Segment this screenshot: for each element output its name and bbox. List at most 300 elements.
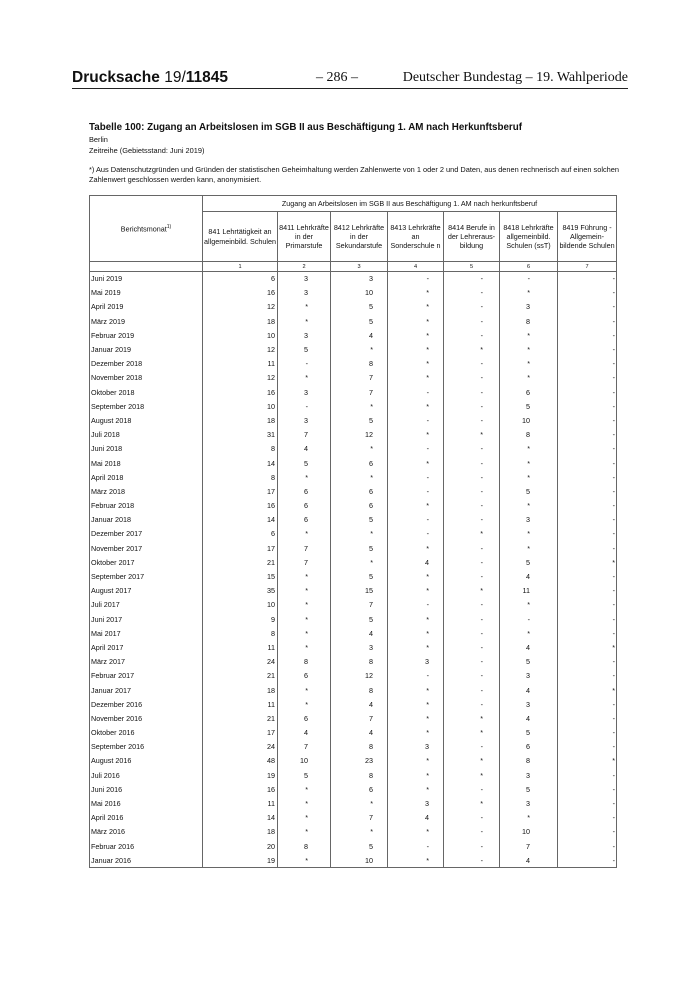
value-cell: * <box>388 314 444 328</box>
table-row <box>90 413 617 427</box>
value-cell: * <box>278 811 331 825</box>
value-cell: * <box>388 499 444 513</box>
column-number: 2 <box>278 262 331 272</box>
value-cell: - <box>558 314 617 328</box>
value-cell: * <box>278 782 331 796</box>
page-header <box>72 66 628 89</box>
value-cell: * <box>388 754 444 768</box>
value-cell: 4 <box>331 726 388 740</box>
value-cell: - <box>444 740 500 754</box>
value-cell: - <box>558 456 617 470</box>
value-cell: * <box>500 811 558 825</box>
value-cell: 10 <box>203 598 278 612</box>
value-cell: 3 <box>500 669 558 683</box>
value-cell: 23 <box>331 754 388 768</box>
value-cell: 4 <box>500 711 558 725</box>
value-cell: 8 <box>500 314 558 328</box>
month-cell: März 2018 <box>90 484 203 498</box>
value-cell: * <box>388 300 444 314</box>
column-header: 8419 Führung - Allgemein- bildende Schulen <box>558 212 617 262</box>
column-number <box>90 262 203 272</box>
value-cell: 4 <box>278 442 331 456</box>
month-cell: Mai 2016 <box>90 796 203 810</box>
value-cell: 6 <box>278 711 331 725</box>
value-cell: - <box>558 740 617 754</box>
value-cell: 5 <box>500 555 558 569</box>
column-number: 4 <box>388 262 444 272</box>
value-cell: 7 <box>500 839 558 853</box>
value-cell: - <box>388 598 444 612</box>
month-cell: Januar 2016 <box>90 853 203 867</box>
value-cell: 18 <box>203 825 278 839</box>
table-row <box>90 640 617 654</box>
value-cell: 5 <box>500 726 558 740</box>
value-cell: 6 <box>500 385 558 399</box>
value-cell: - <box>444 357 500 371</box>
value-cell: 12 <box>331 428 388 442</box>
value-cell: * <box>500 442 558 456</box>
table-row <box>90 371 617 385</box>
month-cell: August 2017 <box>90 584 203 598</box>
table-row <box>90 456 617 470</box>
value-cell: - <box>388 839 444 853</box>
value-cell: * <box>388 853 444 867</box>
column-number: 1 <box>203 262 278 272</box>
month-cell: Juni 2018 <box>90 442 203 456</box>
value-cell: 21 <box>203 555 278 569</box>
month-cell: Juli 2017 <box>90 598 203 612</box>
table-row <box>90 626 617 640</box>
table-row <box>90 655 617 669</box>
value-cell: - <box>558 399 617 413</box>
value-cell: - <box>558 484 617 498</box>
month-cell: Februar 2018 <box>90 499 203 513</box>
value-cell: * <box>388 683 444 697</box>
month-cell: September 2018 <box>90 399 203 413</box>
month-cell: Februar 2019 <box>90 328 203 342</box>
value-cell: - <box>558 711 617 725</box>
value-cell: 3 <box>500 300 558 314</box>
month-cell: April 2017 <box>90 640 203 654</box>
table-row <box>90 300 617 314</box>
value-cell: - <box>558 669 617 683</box>
value-cell: - <box>444 442 500 456</box>
value-cell: * <box>278 371 331 385</box>
value-cell: 10 <box>203 328 278 342</box>
value-cell: * <box>388 569 444 583</box>
value-cell: - <box>444 513 500 527</box>
value-cell: - <box>444 612 500 626</box>
value-cell: 7 <box>278 740 331 754</box>
value-cell: - <box>444 598 500 612</box>
value-cell: * <box>444 768 500 782</box>
value-cell: - <box>444 839 500 853</box>
value-cell: 5 <box>278 342 331 356</box>
value-cell: 14 <box>203 456 278 470</box>
table-row <box>90 754 617 768</box>
value-cell: 8 <box>203 626 278 640</box>
value-cell: - <box>558 697 617 711</box>
value-cell: 12 <box>331 669 388 683</box>
value-cell: * <box>500 328 558 342</box>
value-cell: - <box>558 626 617 640</box>
value-cell: * <box>388 825 444 839</box>
month-cell: Juli 2016 <box>90 768 203 782</box>
table-row <box>90 555 617 569</box>
value-cell: * <box>331 825 388 839</box>
value-cell: 6 <box>203 272 278 286</box>
month-cell: Juni 2016 <box>90 782 203 796</box>
value-cell: * <box>278 598 331 612</box>
value-cell: - <box>278 399 331 413</box>
value-cell: - <box>388 442 444 456</box>
value-cell: * <box>278 683 331 697</box>
table-row <box>90 811 617 825</box>
table-row <box>90 272 617 286</box>
value-cell: 5 <box>331 513 388 527</box>
value-cell: * <box>500 357 558 371</box>
value-cell: * <box>558 555 617 569</box>
table-row <box>90 796 617 810</box>
value-cell: - <box>558 612 617 626</box>
value-cell: 7 <box>278 555 331 569</box>
table-row <box>90 825 617 839</box>
value-cell: * <box>500 499 558 513</box>
value-cell: - <box>558 527 617 541</box>
value-cell: 21 <box>203 669 278 683</box>
value-cell: 8 <box>500 754 558 768</box>
table-row <box>90 726 617 740</box>
value-cell: * <box>444 796 500 810</box>
value-cell: 15 <box>331 584 388 598</box>
month-cell: Oktober 2018 <box>90 385 203 399</box>
value-cell: - <box>444 555 500 569</box>
value-cell: 5 <box>331 569 388 583</box>
month-cell: Dezember 2018 <box>90 357 203 371</box>
value-cell: - <box>558 853 617 867</box>
table-row <box>90 782 617 796</box>
value-cell: 6 <box>331 456 388 470</box>
value-cell: 4 <box>331 328 388 342</box>
value-cell: * <box>388 768 444 782</box>
value-cell: 5 <box>500 782 558 796</box>
value-cell: 5 <box>331 839 388 853</box>
value-cell: * <box>500 286 558 300</box>
table-row <box>90 442 617 456</box>
value-cell: 15 <box>203 569 278 583</box>
table-row <box>90 711 617 725</box>
table-row <box>90 342 617 356</box>
value-cell: - <box>444 683 500 697</box>
value-cell: 8 <box>278 839 331 853</box>
value-cell: - <box>500 272 558 286</box>
value-cell: 48 <box>203 754 278 768</box>
value-cell: 10 <box>331 286 388 300</box>
value-cell: * <box>278 314 331 328</box>
value-cell: 3 <box>278 286 331 300</box>
value-cell: - <box>558 839 617 853</box>
column-header: 8418 Lehrkräfte allgemeinbild. Schulen (ssT) <box>500 212 558 262</box>
column-header: 8411 Lehrkräfte in der Primarstufe <box>278 212 331 262</box>
value-cell: * <box>388 640 444 654</box>
value-cell: - <box>444 640 500 654</box>
value-cell: - <box>558 796 617 810</box>
value-cell: * <box>444 342 500 356</box>
value-cell: 16 <box>203 782 278 796</box>
value-cell: - <box>444 499 500 513</box>
month-cell: Oktober 2016 <box>90 726 203 740</box>
value-cell: * <box>388 328 444 342</box>
value-cell: 5 <box>331 314 388 328</box>
table-row <box>90 683 617 697</box>
value-cell: 7 <box>331 598 388 612</box>
value-cell: * <box>331 342 388 356</box>
value-cell: 3 <box>388 740 444 754</box>
value-cell: - <box>558 825 617 839</box>
table-row <box>90 569 617 583</box>
value-cell: 6 <box>278 669 331 683</box>
value-cell: 17 <box>203 484 278 498</box>
value-cell: 10 <box>500 825 558 839</box>
value-cell: * <box>500 371 558 385</box>
value-cell: 8 <box>203 470 278 484</box>
column-header: 8414 Berufe in der Lehreraus- bildung <box>444 212 500 262</box>
value-cell: * <box>388 711 444 725</box>
value-cell: 5 <box>331 300 388 314</box>
value-cell: - <box>444 655 500 669</box>
data-table <box>89 195 617 868</box>
value-cell: - <box>558 470 617 484</box>
value-cell: - <box>444 811 500 825</box>
value-cell: 8 <box>331 740 388 754</box>
value-cell: 11 <box>203 796 278 810</box>
table-row <box>90 286 617 300</box>
value-cell: - <box>444 669 500 683</box>
value-cell: - <box>444 456 500 470</box>
value-cell: 10 <box>203 399 278 413</box>
value-cell: 7 <box>278 541 331 555</box>
value-cell: 6 <box>331 782 388 796</box>
value-cell: - <box>388 385 444 399</box>
value-cell: - <box>558 428 617 442</box>
value-cell: * <box>331 555 388 569</box>
value-cell: * <box>331 399 388 413</box>
table-row <box>90 541 617 555</box>
value-cell: * <box>388 342 444 356</box>
value-cell: - <box>558 286 617 300</box>
value-cell: 7 <box>331 711 388 725</box>
value-cell: 8 <box>331 357 388 371</box>
value-cell: - <box>558 782 617 796</box>
value-cell: - <box>444 300 500 314</box>
month-cell: Dezember 2017 <box>90 527 203 541</box>
value-cell: 10 <box>331 853 388 867</box>
value-cell: 19 <box>203 853 278 867</box>
month-cell: März 2016 <box>90 825 203 839</box>
column-header: 8412 Lehrkräfte in der Sekundarstufe <box>331 212 388 262</box>
value-cell: 6 <box>278 484 331 498</box>
month-cell: Januar 2018 <box>90 513 203 527</box>
value-cell: * <box>444 754 500 768</box>
month-cell: März 2017 <box>90 655 203 669</box>
value-cell: 11 <box>203 640 278 654</box>
table-row <box>90 598 617 612</box>
value-cell: * <box>278 584 331 598</box>
table-row <box>90 527 617 541</box>
value-cell: 6 <box>500 740 558 754</box>
value-cell: 6 <box>331 484 388 498</box>
value-cell: - <box>388 413 444 427</box>
value-cell: * <box>388 782 444 796</box>
value-cell: 3 <box>500 768 558 782</box>
value-cell: 6 <box>278 499 331 513</box>
month-cell: Mai 2018 <box>90 456 203 470</box>
value-cell: 18 <box>203 314 278 328</box>
table-row <box>90 470 617 484</box>
month-cell: Oktober 2017 <box>90 555 203 569</box>
value-cell: * <box>388 697 444 711</box>
value-cell: * <box>278 626 331 640</box>
value-cell: 35 <box>203 584 278 598</box>
value-cell: - <box>558 726 617 740</box>
value-cell: - <box>444 385 500 399</box>
value-cell: 4 <box>500 569 558 583</box>
value-cell: * <box>444 428 500 442</box>
value-cell: 3 <box>500 513 558 527</box>
value-cell: 4 <box>388 555 444 569</box>
value-cell: 3 <box>278 385 331 399</box>
value-cell: 4 <box>500 853 558 867</box>
row-header: Berichtsmonat$^{1)}$ <box>90 196 203 262</box>
value-cell: - <box>558 371 617 385</box>
table-row <box>90 697 617 711</box>
value-cell: * <box>388 428 444 442</box>
value-cell: 3 <box>331 272 388 286</box>
month-cell: August 2016 <box>90 754 203 768</box>
month-cell: November 2017 <box>90 541 203 555</box>
region-label: Berlin <box>89 135 108 144</box>
value-cell: 4 <box>331 626 388 640</box>
value-cell: - <box>388 484 444 498</box>
value-cell: 14 <box>203 513 278 527</box>
month-cell: Februar 2017 <box>90 669 203 683</box>
value-cell: 10 <box>278 754 331 768</box>
table-row <box>90 428 617 442</box>
value-cell: - <box>388 527 444 541</box>
value-cell: 24 <box>203 655 278 669</box>
value-cell: 5 <box>500 484 558 498</box>
table-row <box>90 669 617 683</box>
value-cell: * <box>278 527 331 541</box>
value-cell: * <box>388 399 444 413</box>
value-cell: - <box>444 484 500 498</box>
value-cell: - <box>444 314 500 328</box>
value-cell: * <box>278 569 331 583</box>
table-row <box>90 357 617 371</box>
value-cell: 16 <box>203 499 278 513</box>
month-cell: Januar 2017 <box>90 683 203 697</box>
month-cell: April 2019 <box>90 300 203 314</box>
value-cell: - <box>388 669 444 683</box>
value-cell: 17 <box>203 726 278 740</box>
series-note: Zeitreihe (Gebietsstand: Juni 2019) <box>89 146 205 155</box>
value-cell: * <box>278 825 331 839</box>
value-cell: 6 <box>331 499 388 513</box>
value-cell: - <box>558 584 617 598</box>
document-number: Drucksache 19/11845 <box>72 69 229 86</box>
value-cell: - <box>444 272 500 286</box>
month-cell: Dezember 2016 <box>90 697 203 711</box>
value-cell: - <box>558 513 617 527</box>
value-cell: 12 <box>203 300 278 314</box>
value-cell: * <box>331 527 388 541</box>
value-cell: 3 <box>278 413 331 427</box>
value-cell: - <box>444 782 500 796</box>
month-cell: Januar 2019 <box>90 342 203 356</box>
month-cell: Februar 2016 <box>90 839 203 853</box>
table-row <box>90 768 617 782</box>
value-cell: * <box>388 371 444 385</box>
value-cell: * <box>278 796 331 810</box>
value-cell: 10 <box>500 413 558 427</box>
value-cell: 12 <box>203 342 278 356</box>
value-cell: - <box>444 853 500 867</box>
value-cell: * <box>278 470 331 484</box>
month-cell: April 2018 <box>90 470 203 484</box>
value-cell: - <box>444 413 500 427</box>
value-cell: 4 <box>278 726 331 740</box>
value-cell: * <box>444 527 500 541</box>
value-cell: - <box>558 541 617 555</box>
month-cell: März 2019 <box>90 314 203 328</box>
value-cell: 14 <box>203 811 278 825</box>
value-cell: - <box>444 286 500 300</box>
table-title: Tabelle 100: Zugang an Arbeitslosen im SGB II aus Beschäftigung 1. AM nach Herkunftsberuf <box>89 122 522 133</box>
value-cell: 11 <box>203 697 278 711</box>
value-cell: 24 <box>203 740 278 754</box>
month-cell: Juli 2018 <box>90 428 203 442</box>
value-cell: 4 <box>500 640 558 654</box>
value-cell: * <box>500 626 558 640</box>
value-cell: 7 <box>331 811 388 825</box>
value-cell: * <box>278 697 331 711</box>
page-number: – 286 – <box>316 70 358 85</box>
value-cell: 16 <box>203 385 278 399</box>
value-cell: 7 <box>278 428 331 442</box>
value-cell: * <box>388 456 444 470</box>
column-number: 3 <box>331 262 388 272</box>
value-cell: 17 <box>203 541 278 555</box>
value-cell: - <box>558 385 617 399</box>
value-cell: - <box>558 442 617 456</box>
value-cell: * <box>500 456 558 470</box>
table-row <box>90 584 617 598</box>
table-row <box>90 484 617 498</box>
value-cell: 3 <box>331 640 388 654</box>
value-cell: 7 <box>331 385 388 399</box>
value-cell: * <box>331 470 388 484</box>
month-cell: April 2016 <box>90 811 203 825</box>
table-row <box>90 499 617 513</box>
value-cell: 8 <box>203 442 278 456</box>
column-header: 8413 Lehrkräfte an Sonderschule n <box>388 212 444 262</box>
value-cell: * <box>388 726 444 740</box>
value-cell: - <box>444 626 500 640</box>
value-cell: - <box>558 811 617 825</box>
month-cell: September 2016 <box>90 740 203 754</box>
value-cell: 5 <box>331 612 388 626</box>
value-cell: - <box>388 470 444 484</box>
